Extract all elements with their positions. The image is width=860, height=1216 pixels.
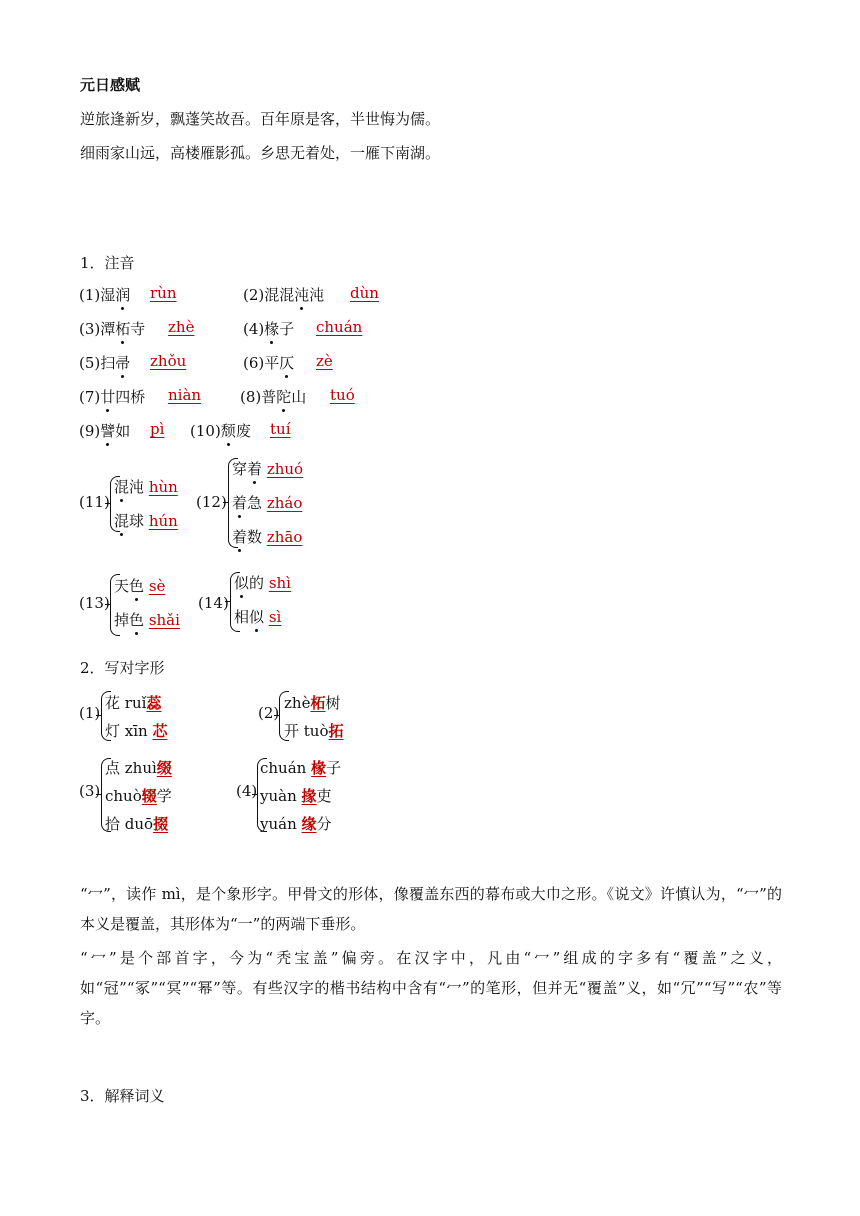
row-target-char: 着	[232, 494, 248, 512]
group-14-number: (14)	[198, 594, 229, 612]
character-answer: 掇	[153, 815, 169, 833]
item-number: (2)	[243, 286, 265, 304]
item-target-char: 沌	[294, 286, 310, 304]
glyph-row	[260, 785, 332, 806]
poem-title: 元日感赋	[80, 76, 141, 94]
row-target-char: 似	[234, 574, 250, 592]
radical-note-paragraph-1: “冖”，读作 mì，是个象形字。甲骨文的形体，像覆盖东西的幕布或大巾之形。《说文》许慎认为，“冖”的本义是覆盖，其形体为“一”的两端下垂形。	[80, 885, 782, 933]
item-number: (3)	[79, 320, 101, 338]
character-answer: 缀	[156, 759, 172, 777]
item-target-char: 廿	[100, 388, 116, 406]
character-answer: 拓	[328, 722, 344, 740]
row-text: 相	[234, 608, 250, 626]
pinyin-answer: chuán	[316, 318, 363, 336]
pinyin-answer: shǎi	[148, 611, 180, 629]
pinyin-answer: zhè	[168, 318, 195, 336]
item-text: 如	[115, 422, 131, 440]
pinyin-answer: pì	[150, 420, 165, 438]
pronunciation-item	[79, 284, 130, 305]
item-text: 扫	[100, 354, 116, 372]
glyph-row	[284, 692, 340, 713]
item-text: 普	[261, 388, 277, 406]
row-text: chuò	[105, 787, 142, 805]
row-text: 分	[316, 815, 332, 833]
pinyin-answer: shì	[268, 574, 291, 592]
row-target-char: 似	[249, 608, 265, 626]
pronunciation-item	[79, 386, 145, 407]
pinyin-answer: tuó	[330, 386, 355, 404]
group-row	[114, 510, 178, 531]
character-answer: 柘	[310, 694, 326, 712]
row-text: 吏	[316, 787, 332, 805]
row-target-char: 着	[247, 460, 263, 478]
radical-note-paragraph-2: “冖”是个部首字，今为“秃宝盖”偏旁。在汉字中，凡由“冖”组成的字多有“覆盖”之义，如“冠”“冢”“冥”“幂”等。有些汉字的楷书结构中含有“冖”的笔形，但并无“覆盖”义，如“冗”“写”“农”等字。	[80, 949, 782, 1027]
item-number: (4)	[243, 320, 265, 338]
item-text: 四桥	[115, 388, 146, 406]
pinyin-answer: hún	[148, 512, 178, 530]
item-text: 平	[264, 354, 280, 372]
pinyin-answer: zhǒu	[150, 352, 187, 370]
group-row	[114, 476, 178, 497]
glyph-group-1-number: (1)	[79, 704, 101, 722]
pronunciation-item	[243, 352, 294, 373]
row-text: 天	[114, 577, 130, 595]
item-text: 沌	[309, 286, 325, 304]
row-text: 沌	[129, 478, 145, 496]
row-text: 树	[325, 694, 341, 712]
item-text: 子	[279, 320, 295, 338]
glyph-row	[105, 692, 161, 713]
pinyin-answer: sì	[268, 608, 282, 626]
group-11-number: (11)	[79, 493, 110, 511]
glyph-row	[105, 720, 167, 741]
character-answer: 蕊	[146, 694, 162, 712]
group-row	[234, 572, 291, 593]
pronunciation-item	[79, 318, 145, 339]
row-text: 灯 xīn	[105, 722, 153, 740]
group-row	[232, 492, 302, 513]
row-text: chuán	[260, 759, 312, 777]
row-target-char: 色	[129, 611, 145, 629]
row-target-char: 混	[114, 478, 130, 496]
item-target-char: 柘	[115, 320, 131, 338]
pinyin-answer: sè	[148, 577, 166, 595]
row-target-char: 混	[114, 512, 130, 530]
character-answer: 芯	[152, 722, 168, 740]
item-target-char: 陀	[276, 388, 292, 406]
item-text: 山	[291, 388, 307, 406]
item-text: 废	[235, 422, 251, 440]
row-text: 学	[156, 787, 172, 805]
row-text: 的	[249, 574, 265, 592]
pinyin-answer: hùn	[148, 478, 178, 496]
row-text: 开 tuò	[284, 722, 329, 740]
row-text: 急	[247, 494, 263, 512]
item-target-char: 润	[115, 286, 131, 304]
row-text: 子	[326, 759, 342, 777]
pinyin-answer: rùn	[150, 284, 177, 302]
character-answer: 缘	[301, 815, 317, 833]
group-row	[114, 609, 180, 630]
pronunciation-item	[240, 386, 306, 407]
pinyin-answer: tuí	[270, 420, 291, 438]
pronunciation-item	[79, 420, 130, 441]
glyph-group-3-number: (3)	[79, 782, 101, 800]
row-text: yuàn	[260, 787, 302, 805]
item-target-char: 譬	[100, 422, 116, 440]
glyph-row	[260, 757, 341, 778]
row-text: yuán	[260, 815, 302, 833]
pinyin-answer: zhāo	[266, 528, 303, 546]
poem-line-1: 逆旅逢新岁，飘蓬笑故吾。百年原是客，半世悔为儒。	[80, 110, 441, 128]
row-target-char: 色	[129, 577, 145, 595]
item-text: 混混	[264, 286, 295, 304]
pinyin-answer: zè	[316, 352, 333, 370]
poem-line-2: 细雨家山远，高楼雁影孤。乡思无着处，一雁下南湖。	[80, 144, 441, 162]
pronunciation-item	[79, 352, 130, 373]
item-number: (9)	[79, 422, 101, 440]
glyph-row	[105, 757, 172, 778]
item-number: (7)	[79, 388, 101, 406]
row-text: 拾 duō	[105, 815, 154, 833]
pronunciation-item	[243, 284, 324, 305]
glyph-row	[105, 813, 168, 834]
group-row	[232, 526, 302, 547]
section-1-heading: 1．注音	[80, 254, 135, 272]
pinyin-answer: niàn	[168, 386, 202, 404]
pinyin-answer: zháo	[266, 494, 303, 512]
item-text: 寺	[130, 320, 146, 338]
item-number: (10)	[190, 422, 221, 440]
row-text: 球	[129, 512, 145, 530]
pronunciation-item	[190, 420, 251, 441]
item-target-char: 帚	[115, 354, 131, 372]
group-row	[114, 575, 165, 596]
glyph-group-4-number: (4)	[236, 782, 258, 800]
group-13-number: (13)	[79, 594, 110, 612]
item-text: 潭	[100, 320, 116, 338]
glyph-row	[284, 720, 344, 741]
item-target-char: 仄	[279, 354, 295, 372]
pinyin-answer: zhuó	[266, 460, 304, 478]
item-number: (8)	[240, 388, 262, 406]
character-answer: 掾	[301, 787, 317, 805]
section-2-heading: 2．写对字形	[80, 659, 165, 677]
row-text: zhè	[284, 694, 311, 712]
item-text: 湿	[100, 286, 116, 304]
item-target-char: 椽	[264, 320, 280, 338]
row-text: 点 zhuì	[105, 759, 157, 777]
item-number: (6)	[243, 354, 265, 372]
group-row	[234, 606, 281, 627]
item-number: (5)	[79, 354, 101, 372]
row-text: 掉	[114, 611, 130, 629]
group-row	[232, 458, 303, 479]
group-12-number: (12)	[196, 493, 227, 511]
row-text: 数	[247, 528, 263, 546]
row-text: 穿	[232, 460, 248, 478]
row-target-char: 着	[232, 528, 248, 546]
item-number: (1)	[79, 286, 101, 304]
glyph-row	[260, 813, 332, 834]
pinyin-answer: dùn	[350, 284, 379, 302]
item-target-char: 颓	[220, 422, 236, 440]
pronunciation-item	[243, 318, 294, 339]
section-3-heading: 3．解释词义	[80, 1087, 165, 1105]
glyph-group-2-number: (2)	[258, 704, 280, 722]
character-answer: 椽	[311, 759, 327, 777]
row-text: 花 ruǐ	[105, 694, 147, 712]
character-answer: 辍	[141, 787, 157, 805]
glyph-row	[105, 785, 172, 806]
